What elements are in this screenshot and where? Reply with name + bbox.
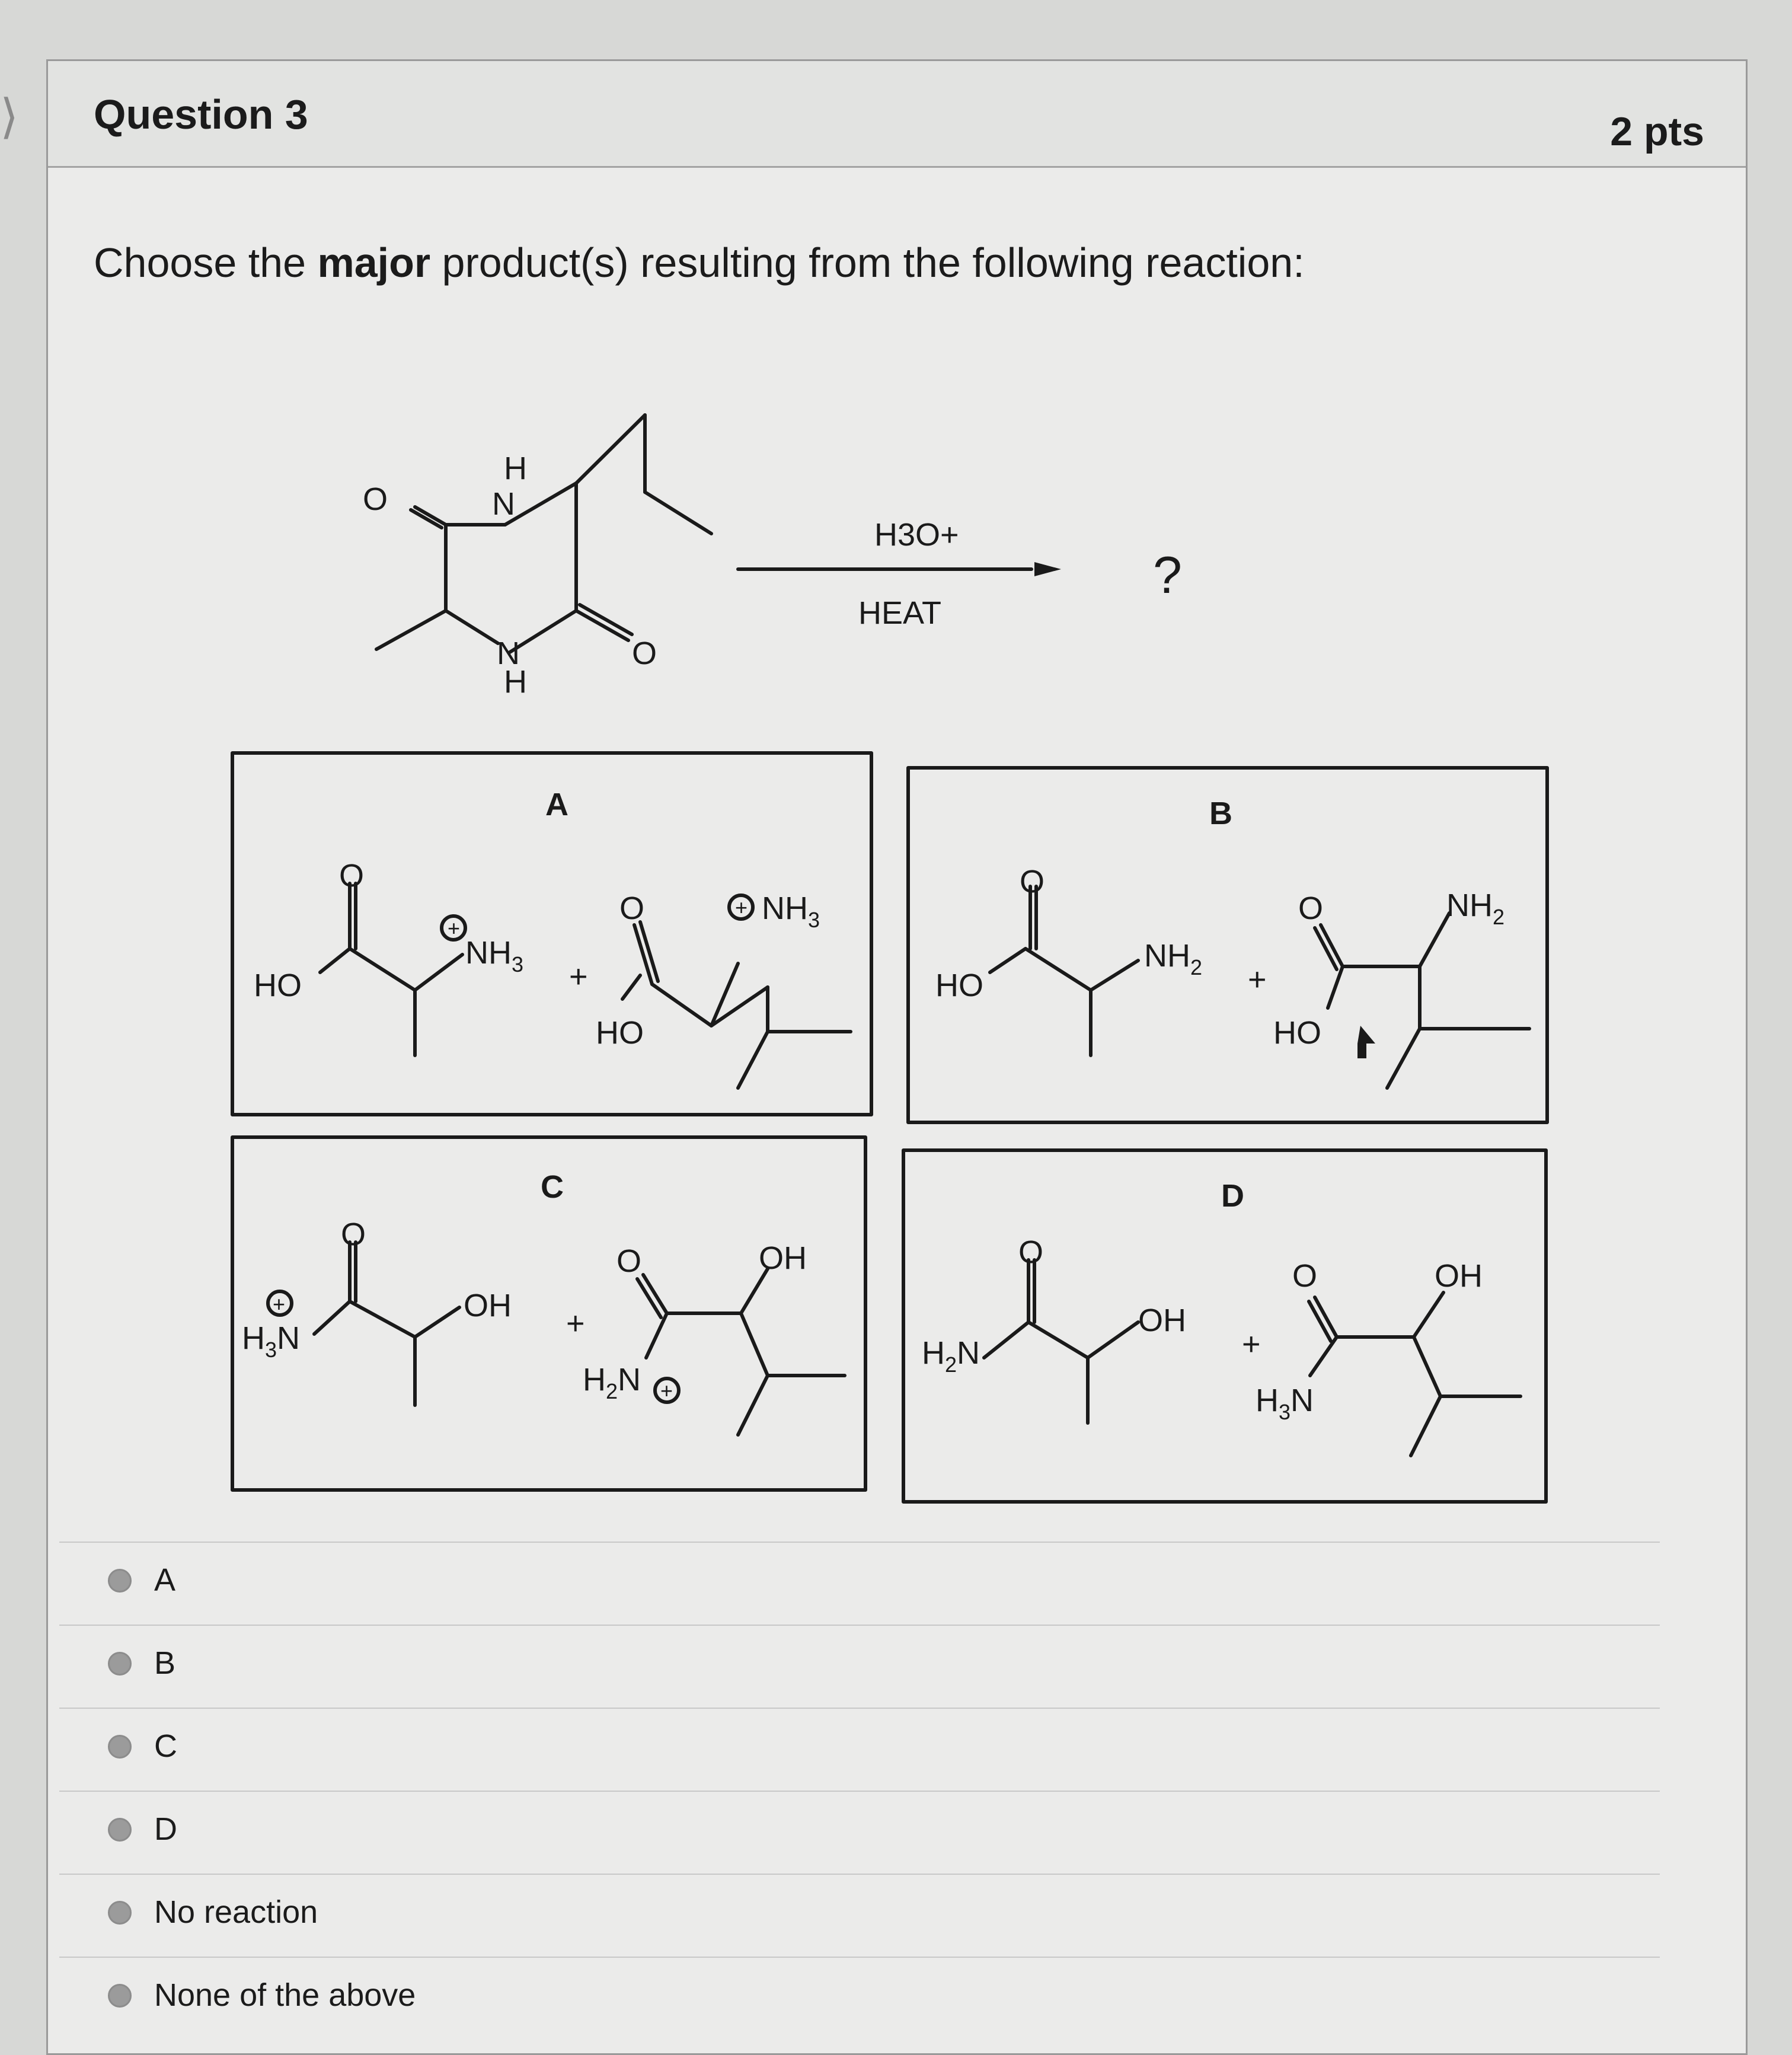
plus-sign: + xyxy=(1242,1326,1261,1362)
plus-sign: + xyxy=(566,1306,585,1341)
radio-button[interactable] xyxy=(108,1901,132,1925)
hydroxyl-label: HO xyxy=(935,968,983,1003)
plus-sign: + xyxy=(660,1378,673,1403)
hydroxyl-label: OH xyxy=(1435,1258,1483,1294)
answer-label[interactable]: No reaction xyxy=(154,1894,318,1930)
radio-button[interactable] xyxy=(108,1984,132,2008)
hydroxyl-label: HO xyxy=(596,1015,644,1051)
hydroxyl-label: OH xyxy=(1138,1303,1186,1338)
question-points: 2 pts xyxy=(1610,109,1704,154)
answer-option[interactable] xyxy=(59,1625,1660,1708)
panel-a-label: A xyxy=(545,787,568,822)
amine-label: $NH_2$ xyxy=(1144,938,1203,979)
ammonium-label: $NH_3$ xyxy=(762,891,820,932)
hydroxyl-label: OH xyxy=(759,1240,807,1276)
ammonium-label: $H_3N$ xyxy=(242,1320,301,1362)
ammonium-label: $NH_3$ xyxy=(465,935,524,977)
answer-list xyxy=(59,1542,1660,2040)
answer-label[interactable]: D xyxy=(154,1811,177,1847)
oxygen-label: O xyxy=(339,858,365,894)
hydrogen-label: H xyxy=(504,664,527,700)
plus-sign: + xyxy=(448,916,461,940)
answer-option[interactable] xyxy=(59,1874,1660,1957)
answer-option[interactable] xyxy=(59,1957,1660,2040)
answer-option[interactable] xyxy=(59,1708,1660,1791)
question-title: Question 3 xyxy=(94,91,308,138)
plus-sign: + xyxy=(735,895,748,920)
oxygen-label: O xyxy=(617,1243,642,1279)
oxygen-label: O xyxy=(1020,864,1045,899)
radio-button[interactable] xyxy=(108,1818,132,1842)
answer-label[interactable]: B xyxy=(154,1645,176,1681)
hydroxyl-label: OH xyxy=(464,1288,512,1323)
radio-button[interactable] xyxy=(108,1569,132,1593)
panel-c-label: C xyxy=(541,1169,564,1205)
hydrogen-label: H xyxy=(504,451,527,486)
oxygen-label: O xyxy=(1298,891,1324,926)
answer-option[interactable] xyxy=(59,1791,1660,1874)
prompt-text-bold: major xyxy=(317,240,431,286)
plus-sign: + xyxy=(1248,962,1267,997)
reagent-bottom-label: HEAT xyxy=(858,595,942,631)
answer-label[interactable]: C xyxy=(154,1728,177,1764)
plus-sign: + xyxy=(569,959,588,994)
amine-label: $H_2N$ xyxy=(922,1335,980,1377)
nitrogen-label: N xyxy=(492,486,515,522)
reagent-top-label: H3O+ xyxy=(874,517,959,553)
prompt-text-end: product(s) resulting from the following reaction: xyxy=(430,240,1305,286)
panel-b-label: B xyxy=(1209,796,1232,831)
plus-sign: + xyxy=(273,1292,286,1316)
oxygen-label: O xyxy=(1018,1234,1044,1270)
starting-material-structure xyxy=(376,415,711,652)
answer-label[interactable]: None of the above xyxy=(154,1977,416,2013)
ammonium-label: $H_2N$ xyxy=(583,1362,641,1403)
oxygen-label: O xyxy=(1292,1258,1318,1294)
prompt-text-start: Choose the xyxy=(94,240,318,286)
nitrogen-label: N xyxy=(497,636,520,671)
oxygen-label: O xyxy=(632,636,657,671)
oxygen-label: O xyxy=(363,481,388,517)
panel-d-label: D xyxy=(1221,1178,1244,1214)
mouse-cursor-icon xyxy=(1357,1026,1375,1058)
arrow-head xyxy=(1034,562,1061,576)
radio-button[interactable] xyxy=(108,1652,132,1676)
oxygen-label: O xyxy=(341,1217,366,1252)
hydroxyl-label: HO xyxy=(1273,1015,1321,1051)
amine-label: $NH_2$ xyxy=(1446,888,1505,929)
collapse-chevron-icon[interactable]: ⟩ xyxy=(0,90,19,143)
hydroxyl-label: HO xyxy=(254,968,302,1003)
amine-label: $H_3N$ xyxy=(1256,1383,1314,1424)
oxygen-label: O xyxy=(619,891,645,926)
answer-option[interactable] xyxy=(59,1542,1660,1625)
radio-button[interactable] xyxy=(108,1735,132,1759)
unknown-product-label: ? xyxy=(1153,545,1182,604)
answer-label[interactable]: A xyxy=(154,1562,176,1598)
